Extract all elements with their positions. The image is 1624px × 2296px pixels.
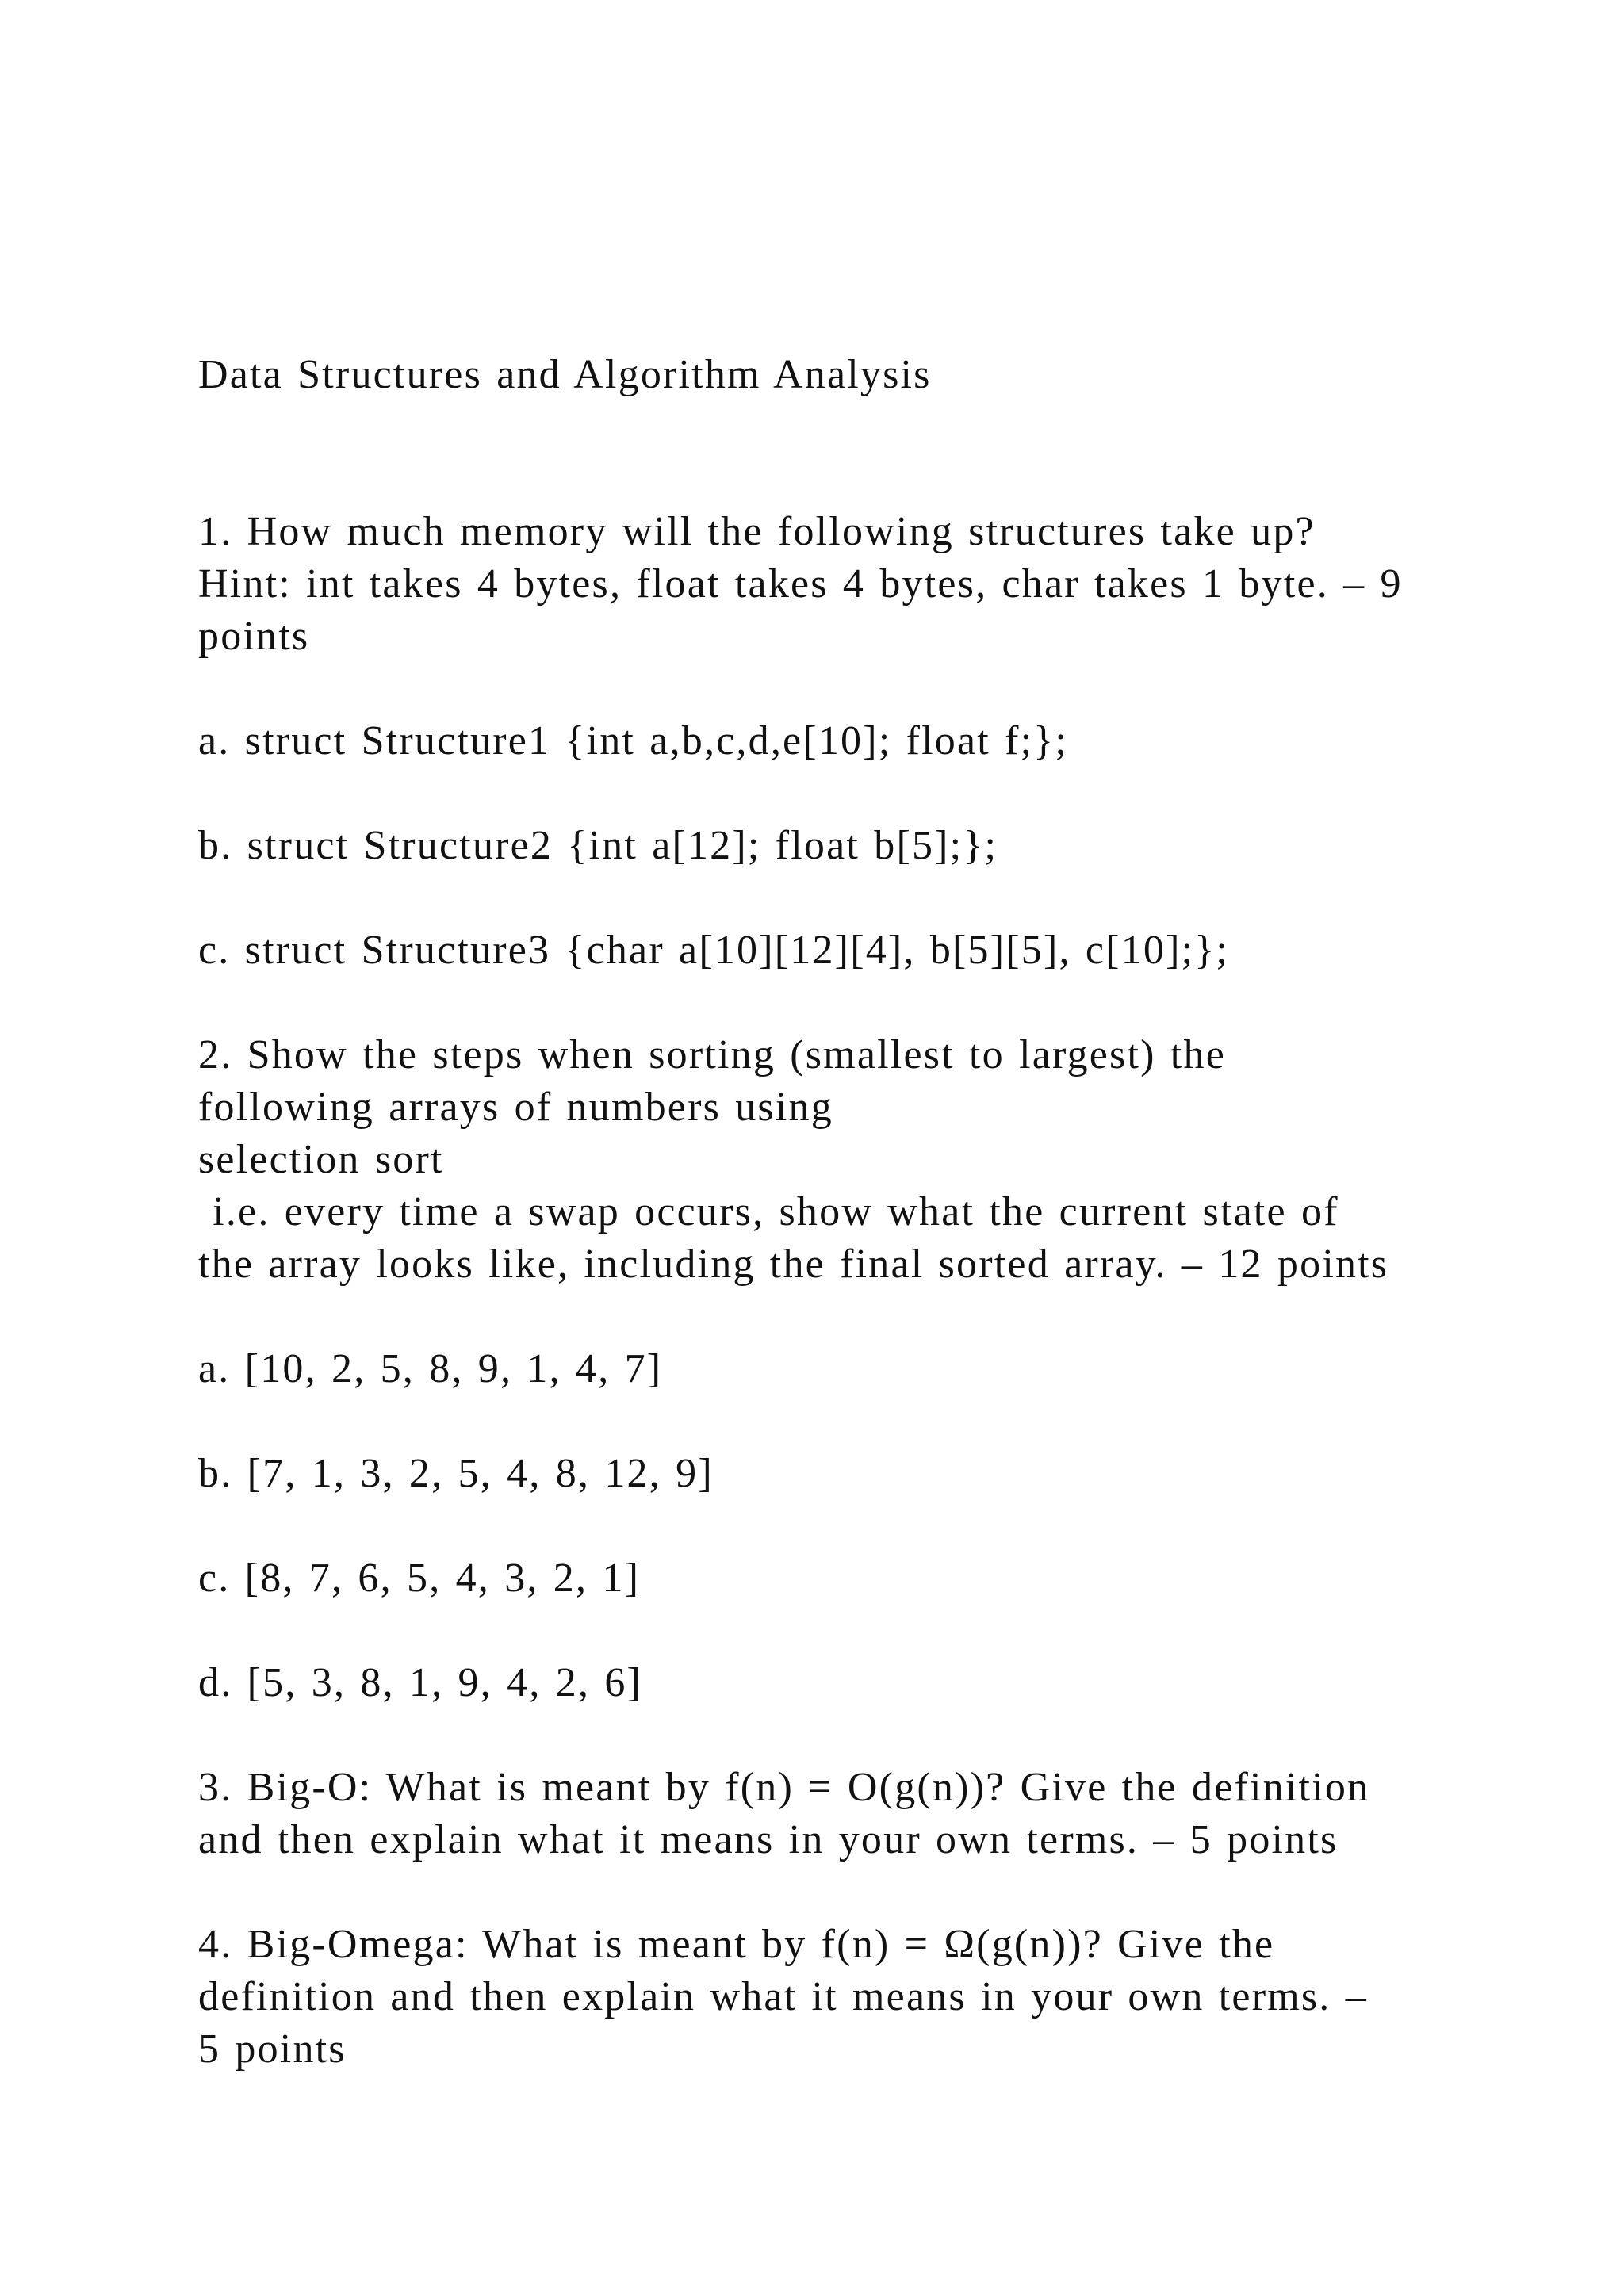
question-1-part-b: b. struct Structure2 {int a[12]; float b[5];}; bbox=[198, 823, 998, 868]
spacer bbox=[198, 663, 1530, 715]
spacer bbox=[198, 1500, 1530, 1552]
spacer bbox=[198, 767, 1530, 820]
question-2-part-c: c. [8, 7, 6, 5, 4, 3, 2, 1] bbox=[198, 1556, 641, 1601]
question-3-line-2: and then explain what it means in your own terms. – 5 points bbox=[198, 1817, 1339, 1862]
question-2-part-d: d. [5, 3, 8, 1, 9, 4, 2, 6] bbox=[198, 1660, 643, 1705]
question-2-part-b: b. [7, 1, 3, 2, 5, 4, 8, 12, 9] bbox=[198, 1451, 714, 1496]
question-1-line-1: 1. How much memory will the following structures take up? bbox=[198, 509, 1316, 554]
question-1-part-c: c. struct Structure3 {char a[10][12][4], b[5][5], c[10];}; bbox=[198, 928, 1230, 973]
spacer bbox=[198, 1395, 1530, 1448]
question-2-line-1: 2. Show the steps when sorting (smallest to largest) the bbox=[198, 1032, 1226, 1077]
question-4-line-2: definition and then explain what it means in your own terms. – bbox=[198, 1974, 1368, 2019]
spacer bbox=[198, 872, 1530, 924]
spacer bbox=[198, 1291, 1530, 1343]
question-2-line-2: following arrays of numbers using bbox=[198, 1085, 833, 1130]
question-1-line-2: Hint: int takes 4 bytes, float takes 4 bytes, char takes 1 byte. – 9 bbox=[198, 561, 1403, 607]
spacer bbox=[198, 1866, 1530, 1919]
question-1-line-3: points bbox=[198, 614, 310, 659]
document-body bbox=[198, 349, 1530, 2076]
question-2-part-a: a. [10, 2, 5, 8, 9, 1, 4, 7] bbox=[198, 1346, 663, 1391]
spacer bbox=[198, 977, 1530, 1029]
document-title: Data Structures and Algorithm Analysis bbox=[198, 352, 932, 397]
question-2-line-4: i.e. every time a swap occurs, show what the current state of bbox=[198, 1189, 1339, 1234]
question-4-line-1: 4. Big-Omega: What is meant by f(n) = Ω(g(n))? Give the bbox=[198, 1922, 1275, 1967]
question-3-line-1: 3. Big-O: What is meant by f(n) = O(g(n))? Give the definition bbox=[198, 1765, 1370, 1810]
question-2-line-5: the array looks like, including the final sorted array. – 12 points bbox=[198, 1242, 1389, 1287]
question-4-line-3: 5 points bbox=[198, 2026, 347, 2072]
question-1-part-a: a. struct Structure1 {int a,b,c,d,e[10]; float f;}; bbox=[198, 718, 1069, 763]
question-2-line-3: selection sort bbox=[198, 1137, 444, 1182]
spacer bbox=[198, 1605, 1530, 1657]
spacer bbox=[198, 401, 1530, 506]
spacer bbox=[198, 1709, 1530, 1762]
